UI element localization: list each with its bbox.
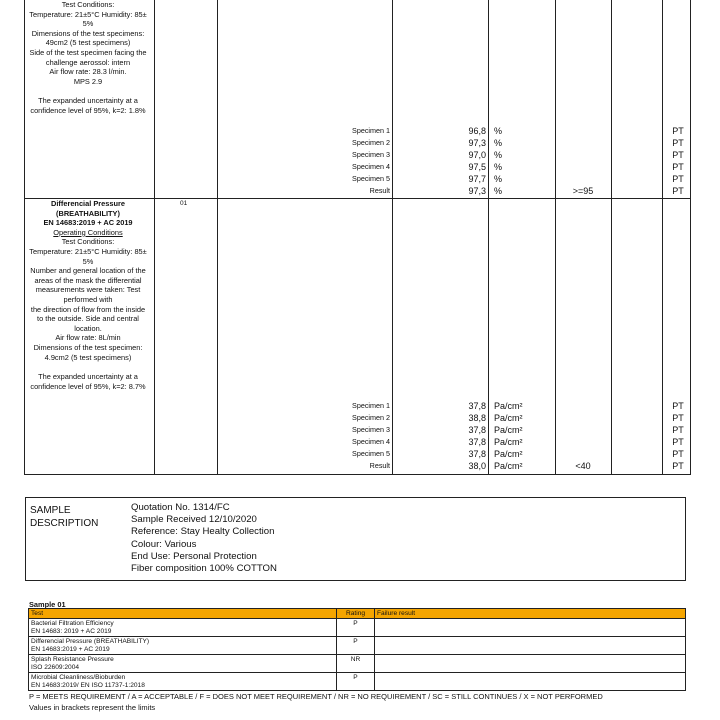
measured-value: 37,8	[468, 401, 486, 411]
specimen-label: Specimen 5	[352, 174, 390, 183]
description-line: Test Conditions:	[61, 0, 115, 9]
description-line: 49cm2 (5 test specimens)	[45, 38, 131, 48]
specimen-label: Specimen 3	[352, 425, 390, 434]
summary-row	[29, 654, 685, 672]
summary-test-line: ISO 22609:2004	[31, 663, 80, 671]
summary-failure-result	[375, 619, 685, 636]
result-rating: PT	[672, 437, 684, 447]
sample-detail-line: Quotation No. 1314/FC	[131, 502, 230, 513]
specimen-label: Specimen 1	[352, 401, 390, 410]
unit: Pa/cm²	[494, 425, 523, 435]
summary-test-line: Microbial Cleanliness/Bioburden	[31, 674, 126, 681]
sample-details	[131, 502, 277, 575]
summary-row	[29, 618, 685, 636]
specimen-label: Result	[369, 186, 390, 195]
description-line: location.	[74, 323, 102, 333]
result-rating: PT	[672, 401, 684, 411]
description-line: Air flow rate: 8L/min	[55, 333, 121, 343]
header-test: Test	[29, 609, 337, 618]
description-line: Test Conditions:	[61, 237, 115, 247]
summary-row	[29, 636, 685, 654]
requirement: >=95	[572, 186, 594, 196]
summary-test-line: EN 14683:2019/ EN ISO 11737-1:2018	[31, 681, 145, 689]
measured-value: 97,3	[468, 138, 486, 148]
summary-test-name	[29, 673, 337, 690]
description-line: Side of the test specimen facing the	[29, 47, 147, 57]
description-line: challenge aerossol: intern	[45, 57, 131, 67]
unit: Pa/cm²	[494, 413, 523, 423]
summary-header-row	[29, 609, 685, 618]
result-rating: PT	[672, 126, 684, 136]
sample-detail-line: Sample Received 12/10/2020	[131, 514, 257, 526]
unit: Pa/cm²	[494, 449, 523, 459]
unit: %	[494, 186, 503, 196]
test-description-bfe	[24, 0, 152, 86]
unit: %	[494, 150, 503, 160]
summary-failure-result	[375, 637, 685, 654]
measured-value: 37,8	[468, 425, 486, 435]
unit: Pa/cm²	[494, 437, 523, 447]
uncertainty-note	[24, 372, 152, 391]
specimen-label: Specimen 5	[352, 449, 390, 458]
summary-test-line: Differencial Pressure (BREATHABILITY)	[31, 638, 150, 645]
specimen-label: Specimen 2	[352, 413, 390, 422]
specimen-label: Result	[369, 461, 390, 470]
sample-description-box	[25, 497, 686, 581]
description-line: measurements were taken: Test	[35, 285, 141, 295]
description-line: EN 14683:2019 + AC 2019	[43, 218, 133, 228]
rating-legend: P = MEETS REQUIREMENT / A = ACCEPTABLE / F = DOES NOT MEET REQUIREMENT / NR = NO REQUIREMENT / SC = STILL CONTINUES / X = NOT PERFORMED	[29, 692, 603, 701]
col-line	[690, 0, 691, 474]
specimen-label: Specimen 1	[352, 126, 390, 135]
description-line: areas of the mask the differential	[34, 275, 142, 285]
result-rating: PT	[672, 186, 684, 196]
measured-value: 96,8	[468, 126, 486, 136]
description-line: Temperature: 21±5°C Humidity: 85±	[29, 9, 147, 19]
measured-value: 37,8	[468, 437, 486, 447]
description-line: (BREATHABILITY)	[56, 208, 120, 218]
col-line	[555, 0, 556, 474]
result-rating: PT	[672, 174, 684, 184]
specimen-label: Specimen 4	[352, 162, 390, 171]
summary-test-line: EN 14683:2019 + AC 2019	[31, 645, 110, 653]
result-rating: PT	[672, 461, 684, 471]
description-line: Number and general location of the	[30, 266, 146, 276]
description-line: Dimensions of the test specimens:	[31, 28, 145, 38]
description-line: the direction of flow from the inside	[30, 304, 146, 314]
test-description-breathability	[24, 199, 152, 362]
uncertainty-line: The expanded uncertainty at a	[38, 372, 138, 381]
summary-rating: P	[337, 637, 375, 654]
measured-value: 97,0	[468, 150, 486, 160]
summary-test-line: Bacterial Filtration Efficiency	[31, 620, 114, 627]
specimen-label: Specimen 3	[352, 150, 390, 159]
sample-detail-line: Colour: Various	[131, 538, 197, 550]
summary-table	[28, 608, 686, 691]
summary-test-line: Splash Resistance Pressure	[31, 656, 114, 663]
unit: %	[494, 138, 503, 148]
result-rating: PT	[672, 425, 684, 435]
description-line: 5%	[82, 19, 94, 29]
measured-value: 37,8	[468, 449, 486, 459]
uncertainty-note	[24, 96, 152, 115]
summary-test-line: EN 14683: 2019 + AC 2019	[31, 627, 112, 635]
description-line: to the outside. Side and central	[37, 314, 139, 324]
requirement: <40	[575, 461, 591, 471]
specimen-label: Specimen 2	[352, 138, 390, 147]
uncertainty-line: confidence level of 95%, k=2: 1.8%	[30, 105, 146, 115]
unit: Pa/cm²	[494, 401, 523, 411]
summary-failure-result	[375, 673, 685, 690]
sample-detail-line: End Use: Personal Protection	[131, 550, 257, 562]
measured-value: 38,0	[468, 461, 486, 471]
summary-test-name	[29, 655, 337, 672]
header-rating: Rating	[337, 609, 375, 618]
specimen-label: Specimen 4	[352, 437, 390, 446]
description-line: 5%	[82, 256, 94, 266]
limits-note: Values in brackets represent the limits	[29, 703, 156, 712]
header-failure-result: Failure result	[377, 610, 416, 617]
description-line: Air flow rate: 28.3 l/min.	[49, 67, 127, 77]
col-line	[662, 0, 663, 474]
col-line	[488, 0, 489, 474]
result-rating: PT	[672, 138, 684, 148]
sample-detail-line: Reference: Stay Healty Collection	[131, 526, 275, 538]
summary-test-name	[29, 619, 337, 636]
summary-rating: P	[337, 673, 375, 690]
sample-detail-line: Fiber composition 100% COTTON	[131, 563, 277, 575]
summary-rating: NR	[337, 655, 375, 672]
result-rating: PT	[672, 413, 684, 423]
summary-row	[29, 672, 685, 690]
measured-value: 97,5	[468, 162, 486, 172]
uncertainty-line: confidence level of 95%, k=2: 8.7%	[30, 381, 146, 391]
measured-value: 97,3	[468, 186, 486, 196]
summary-rating: P	[337, 619, 375, 636]
col-line	[392, 0, 393, 474]
unit: Pa/cm²	[494, 461, 523, 471]
result-rating: PT	[672, 449, 684, 459]
test-code: 01	[180, 200, 188, 207]
description-line: MPS 2.9	[73, 76, 103, 86]
col-line	[154, 0, 155, 474]
description-line: Temperature: 21±5°C Humidity: 85±	[29, 246, 147, 256]
measured-value: 97,7	[468, 174, 486, 184]
description-line: Dimensions of the test specimen:	[33, 342, 143, 352]
row-line	[24, 474, 691, 475]
description-line: 4.9cm2 (5 test specimens)	[44, 352, 132, 362]
summary-title: Sample 01	[29, 600, 66, 609]
result-rating: PT	[672, 162, 684, 172]
description-line: performed with	[63, 294, 113, 304]
description-line: Operating Conditions	[53, 227, 123, 237]
unit: %	[494, 126, 503, 136]
unit: %	[494, 162, 503, 172]
summary-test-name	[29, 637, 337, 654]
measured-value: 38,8	[468, 413, 486, 423]
sample-description-label: SAMPLE DESCRIPTION	[30, 505, 99, 529]
summary-failure-result	[375, 655, 685, 672]
uncertainty-line: The expanded uncertainty at a	[38, 96, 138, 105]
col-line	[611, 0, 612, 474]
result-rating: PT	[672, 150, 684, 160]
unit: %	[494, 174, 503, 184]
description-line: Differencial Pressure	[51, 199, 125, 208]
col-line	[217, 0, 218, 474]
